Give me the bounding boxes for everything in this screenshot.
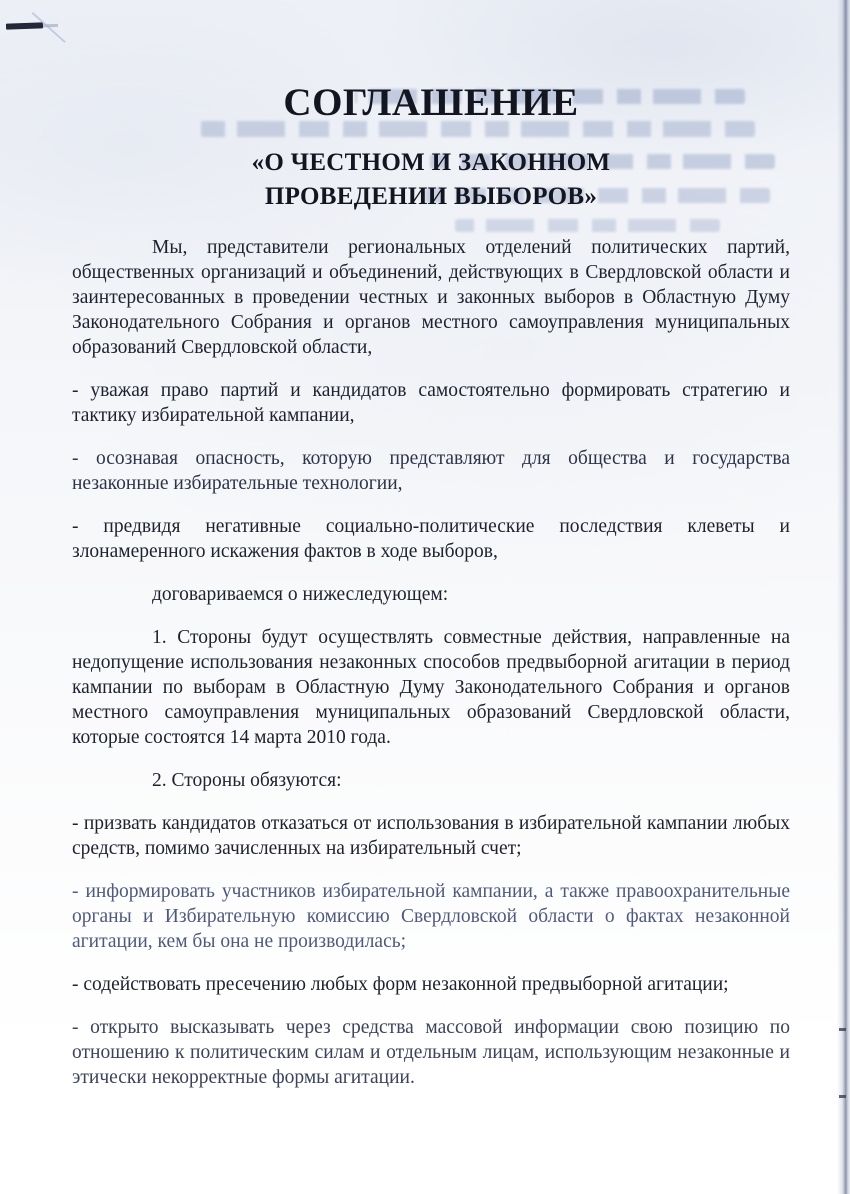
paragraph-item-1: 1. Стороны будут осуществлять совместные действия, направленные на недопущение использования незаконных способов предвыборной агитации в период кампании по выборам в Областную Думу Законодательного Собрания и органов местного самоуправления муниципальных образований Свердловской области, которые состоятся 14 марта 2010 года. <box>72 627 790 748</box>
scan-corner-mark <box>6 22 43 29</box>
paragraph-agreement-lead-in: договариваемся о нижеследующем: <box>152 584 449 605</box>
document-body <box>72 235 790 1090</box>
paragraph-item-2: 2. Стороны обязуются: <box>152 770 342 791</box>
scan-edge-tick <box>839 1028 846 1031</box>
document-subtitle-line-2: ПРОВЕДЕНИИ ВЫБОРОВ» <box>264 183 598 210</box>
scan-edge-tick <box>839 1095 846 1098</box>
document-subtitle-line-1: «О ЧЕСТНОМ И ЗАКОННОМ <box>251 149 611 176</box>
page-edge-shadow <box>837 0 850 1194</box>
document-content <box>72 0 790 1108</box>
paragraph-clause-respect: - уважая право партий и кандидатов самостоятельно формировать стратегию и тактику избирательной кампании, <box>72 380 790 426</box>
paragraph-obligation-prevent: - содействовать пресечению любых форм незаконной предвыборной агитации; <box>72 974 729 995</box>
paragraph-preamble: Мы, представители региональных отделений политических партий, общественных организаций и объединений, действующих в Свердловской области и заинтересованных в проведении честных и законных выборов в Областную Думу Законодательного Собрания и органов местного самоуправления муниципальных образований Свердловской области, <box>72 237 790 358</box>
paragraph-obligation-funds: - призвать кандидатов отказаться от использования в избирательной кампании любых средств, помимо зачисленных на избирательный счет; <box>72 813 790 859</box>
document-subtitle <box>72 146 790 214</box>
paragraph-obligation-media: - открыто высказывать через средства массовой информации свою позицию по отношению к политическим силам и отдельным лицам, использующим незаконные и этически некорректные формы агитации. <box>72 1017 790 1088</box>
document-title: СОГЛАШЕНИЕ <box>283 81 579 124</box>
paragraph-clause-consequences: - предвидя негативные социально-политические последствия клеветы и злонамеренного искажения фактов в ходе выборов, <box>72 516 790 562</box>
paragraph-obligation-inform: - информировать участников избирательной кампании, а также правоохранительные органы и Избирательную комиссию Свердловской области о фактах незаконной агитации, кем бы она не производилась; <box>72 881 790 952</box>
paragraph-clause-danger: - осознавая опасность, которую представляют для общества и государства незаконные избирательные технологии, <box>72 448 790 494</box>
